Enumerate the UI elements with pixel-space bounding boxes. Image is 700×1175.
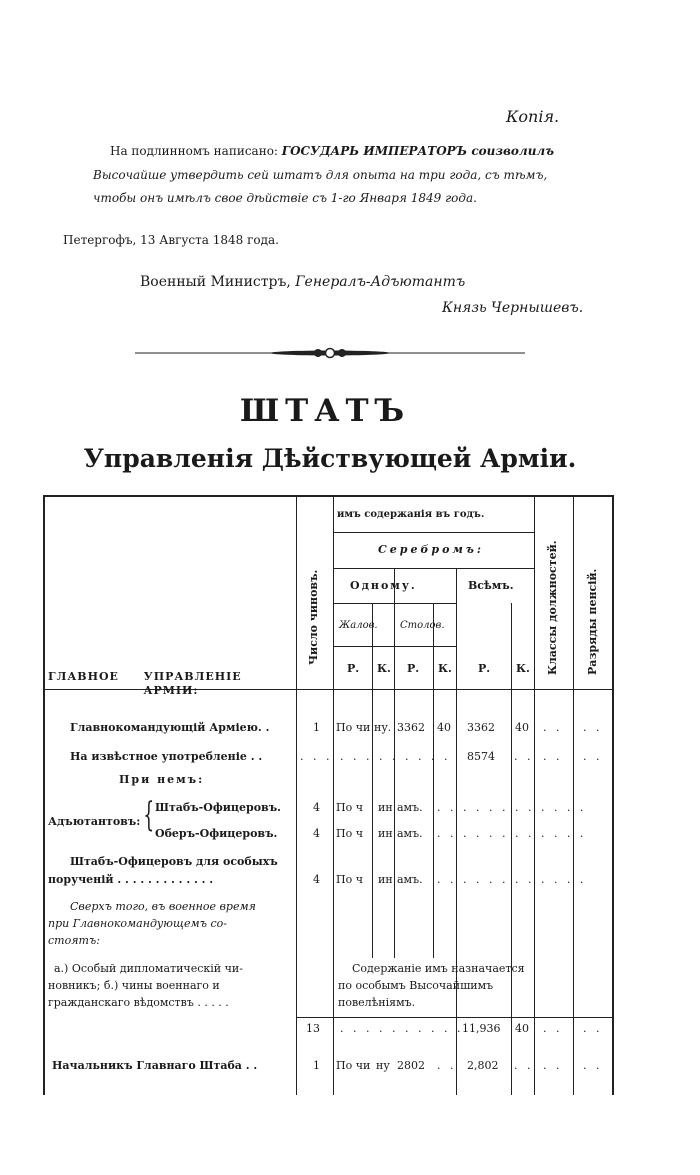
row-known-use-label: На извѣстное употребленіе . . <box>70 750 263 763</box>
item-note-3: повелѣніямъ. <box>338 996 416 1009</box>
header-r2: Р. <box>407 662 420 675</box>
header-classes: Классы должностей. <box>546 540 559 675</box>
row-known-use-one: . . . . . . . . . <box>340 750 451 763</box>
total-classes: . . <box>543 1022 563 1035</box>
row-known-use-all-k: . . <box>514 750 534 763</box>
besides-line-2: при Главнокомандующемъ со- <box>48 917 227 930</box>
note-line-3: чтобы онъ имѣлъ свое дѣйствіе съ 1-го Января 1849 года. <box>93 191 477 205</box>
besides-line-1: Сверхъ того, въ военное время <box>70 900 256 913</box>
row-chief-staff-classes: . . <box>543 1059 563 1072</box>
header-silver: Серебромъ: <box>378 543 484 556</box>
section-title-line-1: ГЛАВНОЕ УПРАВЛЕНІЕ <box>48 670 242 683</box>
note-line-1-a: На подлинномъ написано: <box>110 144 278 158</box>
row-commander-all-k: 40 <box>515 721 529 734</box>
row-commander-all-r: 3362 <box>467 721 495 734</box>
total-all-r: 11,936 <box>462 1022 501 1035</box>
row-commander-sal-r: По чи <box>336 721 371 734</box>
page-title: ШТАТЪ <box>239 393 411 429</box>
total-all-k: 40 <box>515 1022 529 1035</box>
row-staff-officers-rest: . . . . . . . . . . . . <box>437 801 587 814</box>
row-commander-tab-r: 3362 <box>397 721 425 734</box>
header-k1: К. <box>377 662 391 675</box>
note-line-2: Высочайше утвердить сей штатъ для опыта на три года, съ тѣмъ, <box>93 168 548 182</box>
row-chief-staff-tab-r: 2802 <box>397 1059 425 1072</box>
adjutants-brace: { <box>143 795 155 835</box>
row-commander-count: 1 <box>313 721 320 734</box>
header-table-money: Столов. <box>400 620 445 631</box>
row-staff-officers-count: 4 <box>313 801 320 814</box>
header-maintenance: имъ содержанія въ годъ. <box>337 509 485 520</box>
by-rank-part-c: амъ. <box>397 827 423 840</box>
row-known-use-pensions: . . <box>583 750 603 763</box>
row-chief-staff-sal-k: ну <box>376 1059 390 1072</box>
copy-mark: Копія. <box>506 107 560 126</box>
adjutants-label: Адъютантовъ: <box>48 815 141 828</box>
item-note-2: по особымъ Высочайшимъ <box>338 979 494 992</box>
header-salary: Жалов. <box>339 620 378 631</box>
row-special-label-2: порученій . . . . . . . . . . . . . <box>48 873 214 886</box>
section-title <box>48 670 294 698</box>
total-pensions: . . <box>583 1022 603 1035</box>
header-all: Всѣмъ. <box>468 579 514 592</box>
row-special-label-1: Штабъ-Офицеровъ для особыхъ <box>70 855 278 868</box>
section-title-line-2: АРМІИ: <box>143 684 199 697</box>
row-chief-staff-count: 1 <box>313 1059 320 1072</box>
row-chief-officers-count: 4 <box>313 827 320 840</box>
item-note-1: Содержаніе имъ назначается <box>352 962 525 975</box>
row-chief-officers-rest: . . . . . . . . . . . . <box>437 827 587 840</box>
header-k2: К. <box>438 662 452 675</box>
place-date: Петергофъ, 13 Августа 1848 года. <box>63 233 279 247</box>
by-rank-part-b: ин <box>378 827 393 840</box>
row-chief-staff-pensions: . . <box>583 1059 603 1072</box>
header-one: Одному. <box>350 579 417 592</box>
header-k3: К. <box>516 662 530 675</box>
by-rank-part-b: ин <box>378 801 393 814</box>
minister-rank: Генералъ-Адъютантъ <box>295 274 466 290</box>
row-chief-staff-tab-k: . . <box>437 1059 457 1072</box>
row-commander-label: Главнокомандующій Арміею. . <box>70 721 270 734</box>
row-chief-staff-sal-r: По чи <box>336 1059 371 1072</box>
row-chief-officers-label: Оберъ-Офицеровъ. <box>155 827 278 840</box>
row-commander-tab-k: 40 <box>437 721 451 734</box>
header-r3: Р. <box>478 662 491 675</box>
row-known-use-all-r: 8574 <box>467 750 495 763</box>
item-line-3: гражданскаго вѣдомствъ . . . . . <box>48 996 229 1009</box>
minister-name: Князь Чернышевъ. <box>442 300 584 316</box>
total-count: 13 <box>306 1022 320 1035</box>
page-subtitle: Управленія Дѣйствующей Арміи. <box>83 444 577 473</box>
row-known-use-count: . . . <box>300 750 333 763</box>
row-commander-classes: . . <box>543 721 563 734</box>
by-rank-part-a: По ч <box>336 873 363 886</box>
by-rank-part-a: По ч <box>336 827 363 840</box>
note-line-1-b: ГОСУДАРЬ ИМПЕРАТОРЪ соизволилъ <box>281 144 554 158</box>
row-chief-officers-by-rank <box>336 827 423 840</box>
row-special-count: 4 <box>313 873 320 886</box>
by-rank-part-c: амъ. <box>397 873 423 886</box>
by-rank-part-a: По ч <box>336 801 363 814</box>
by-rank-part-b: ин <box>378 873 393 886</box>
header-pensions: Разряды пенсій. <box>586 568 599 675</box>
row-chief-staff-label: Начальникъ Главнаго Штаба . . <box>52 1059 258 1072</box>
row-staff-officers-by-rank <box>336 801 423 814</box>
by-rank-part-c: амъ. <box>397 801 423 814</box>
besides-line-3: стоятъ: <box>48 934 100 947</box>
row-staff-officers-label: Штабъ-Офицеровъ. <box>155 801 281 814</box>
minister-title: Военный Министръ, <box>140 274 291 290</box>
row-chief-staff-all-k: . . <box>514 1059 534 1072</box>
header-r1: Р. <box>347 662 360 675</box>
row-known-use-classes: . . <box>543 750 563 763</box>
header-count: Число чиновъ. <box>307 569 320 665</box>
item-line-1: а.) Особый дипломатическій чи- <box>54 962 243 975</box>
row-special-rest: . . . . . . . . . . . . <box>437 873 587 886</box>
row-chief-staff-all-r: 2,802 <box>467 1059 499 1072</box>
row-commander-sal-k: ну. <box>374 721 392 734</box>
total-one: . . . . . . . . . . <box>340 1022 464 1035</box>
row-special-by-rank <box>336 873 423 886</box>
with-him-label: При немъ: <box>119 773 205 786</box>
item-line-2: новникъ; б.) чины военнаго и <box>48 979 220 992</box>
row-commander-pensions: . . <box>583 721 603 734</box>
